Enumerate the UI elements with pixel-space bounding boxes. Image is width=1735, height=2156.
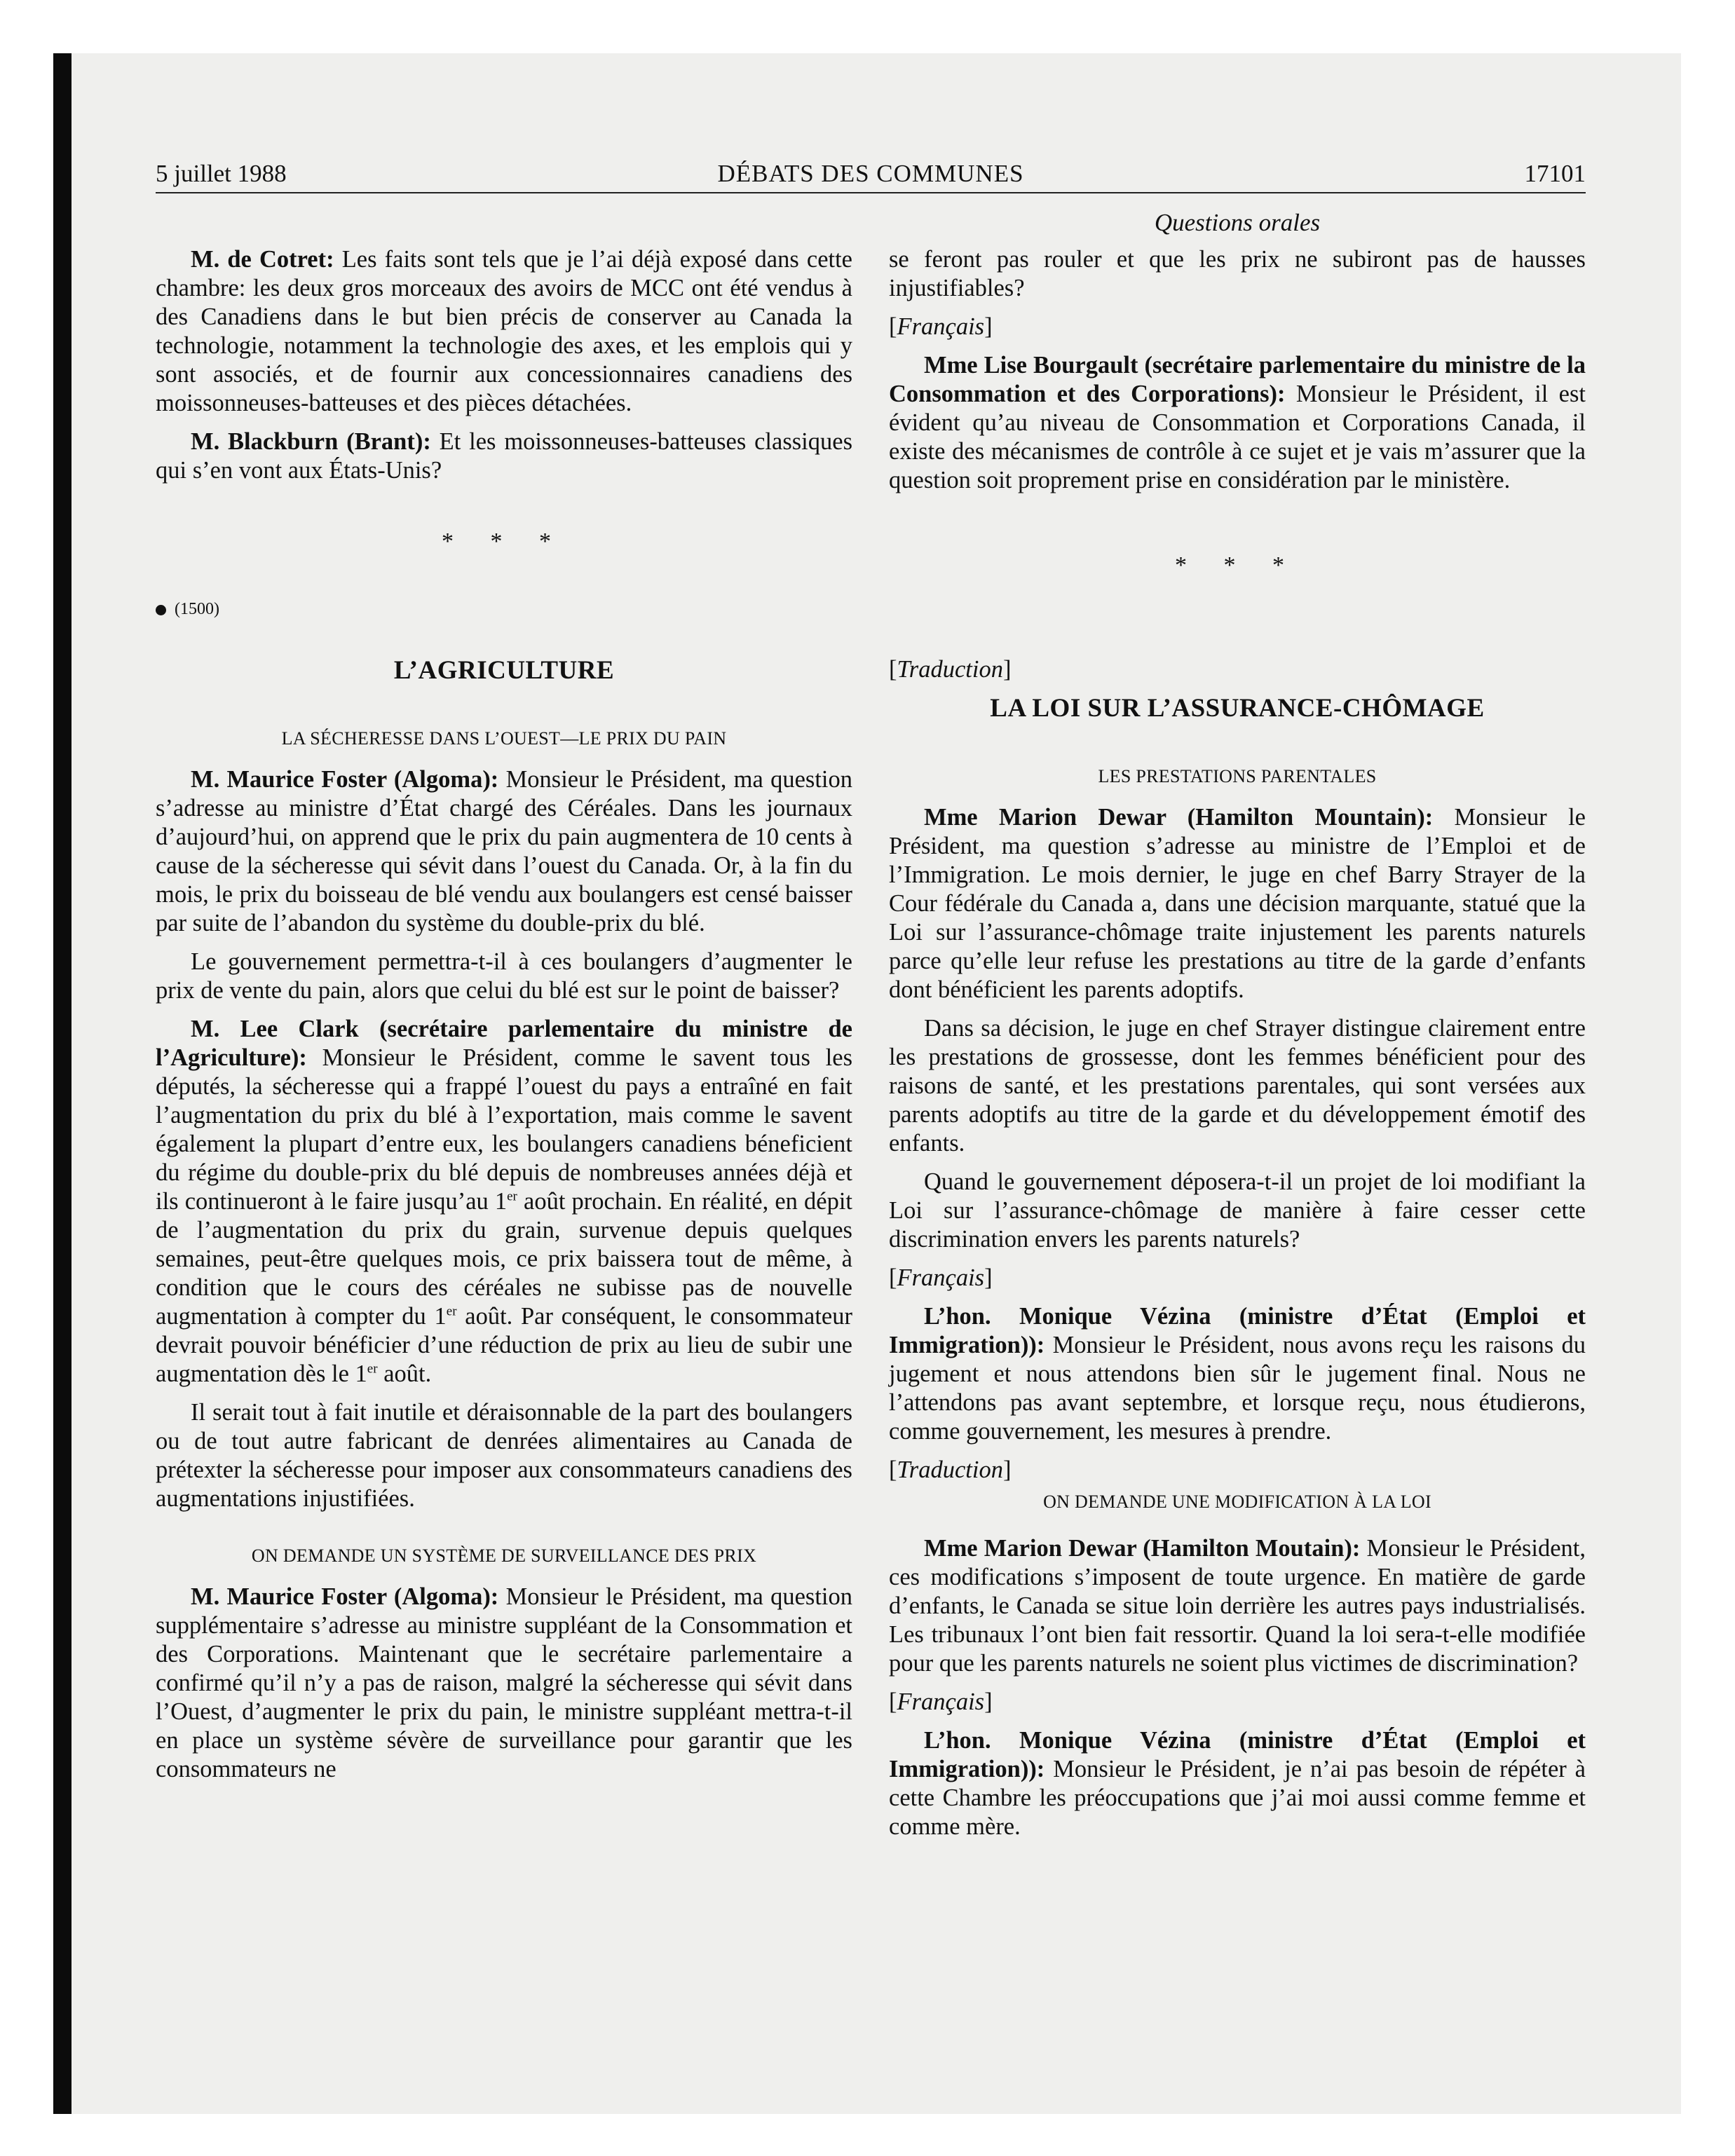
speaker-name: L’hon. Monique Vézina (ministre d’État (Emploi et Immigration)):: [889, 1727, 1586, 1782]
subsection-heading: LA SÉCHERESSE DANS L’OUEST—LE PRIX DU PAIN: [281, 728, 727, 749]
speech-text: Monsieur le Président, il est évident qu’au niveau de Consommation et Corporations Canada, il existe des mécanismes de contrôle à ce sujet et je vais m’assurer que la question soit proprement prise en considération par le ministère.: [889, 381, 1586, 493]
language-tag: [Français]: [889, 1264, 993, 1291]
speech-text: Monsieur le Président, nous avons reçu les raisons du jugement et nous attendons bien sûr le jugement final. Nous ne l’attendons pas avant septembre, et lorsque reçu, nous étudierons, comme gouvernement, les mesures à prendre.: [889, 1332, 1586, 1445]
subsection-heading: LES PRESTATIONS PARENTALES: [1098, 766, 1377, 786]
speaker-name: M. Lee Clark (secrétaire parlementaire du ministre de l’Agriculture):: [156, 1016, 852, 1071]
paragraph: [889, 1726, 1586, 1841]
speech-text: Et les moissonneuses-batteuses classiques qui s’en vont aux États-Unis?: [156, 428, 852, 484]
running-header: [156, 156, 1586, 193]
header-title: DÉBATS DES COMMUNES: [717, 160, 1024, 187]
bullet-icon: [156, 605, 166, 615]
speaker-name: Mme Marion Dewar (Hamilton Moutain):: [924, 1535, 1361, 1562]
left-column: [156, 245, 852, 2040]
speaker-name: Mme Marion Dewar (Hamilton Mountain):: [924, 804, 1434, 831]
paragraph: [889, 803, 1586, 1004]
speech-text: Monsieur le Président, ma question s’adresse au ministre de l’Emploi et de l’Immigration. Le mois dernier, le juge en chef Barry Strayer de la Cour fédérale du Canada a, dans une décision marquante, statué que la Loi sur l’assurance-chômage traite injustement les parents naturels parce qu’elle leur refuse les prestations au titre de la garde d’enfants dont bénéficient les parents adoptifs.: [889, 804, 1586, 1003]
speech-text: Monsieur le Président, ma question s’adresse au ministre d’État chargé des Céréales. Dans les journaux d’aujourd’hui, on apprend que le prix du pain augmentera de 10 cents à cause de la sécheresse qui sévit dans l’ouest du Canada. Or, à la fin du mois, le prix du boisseau de blé vendu aux boulangers est censé baisser par suite de l’abandon du système du double-prix du blé.: [156, 766, 852, 936]
language-tag: [Français]: [889, 1688, 993, 1715]
speech-text: Les faits sont tels que je l’ai déjà exposé dans cette chambre: les deux gros morceaux des avoirs de MCC ont été vendus à des Canadiens dans le but bien précis de conserver au Canada la technologie, notamment la technologie des axes, et les emplois qui y sont associés, et de fournir aux concessionnaires canadiens des moissonneuses-batteuses et des pièces détachées.: [156, 246, 852, 416]
paragraph: Quand le gouvernement déposera-t-il un projet de loi modifiant la Loi sur l’assurance-chômage de manière à faire cesser cette discrimination envers les parents naturels?: [889, 1168, 1586, 1253]
speech-text: août.: [377, 1360, 432, 1387]
section-heading: LA LOI SUR L’ASSURANCE-CHÔMAGE: [990, 694, 1485, 723]
paragraph: [156, 765, 852, 938]
paragraph: Il serait tout à fait inutile et déraisonnable de la part des boulangers ou de tout autre fabricant de denrées alimentaires au Canada de prétexter la sécheresse pour imposer aux consommateurs canadiens des augmentations injustifiées.: [156, 1399, 852, 1512]
language-tag: [Traduction]: [889, 656, 1012, 683]
speaker-name: M. Maurice Foster (Algoma):: [191, 766, 499, 793]
paragraph: [156, 245, 852, 418]
paragraph: [889, 1302, 1586, 1446]
speech-text: Monsieur le Président, ces modifications s’imposent de toute urgence. En matière de garde d’enfants, le Canada se situe loin derrière les autres pays industrialisés. Les tribunaux l’ont bien fait ressortir. Quand la loi sera-t-elle modifiée pour que les parents naturels ne soient plus victimes de discrimination?: [889, 1535, 1586, 1677]
time-marker-text: (1500): [175, 600, 219, 618]
paragraph: [156, 1015, 852, 1389]
speaker-name: L’hon. Monique Vézina (ministre d’État (Emploi et Immigration)):: [889, 1303, 1586, 1358]
paragraph: [889, 1534, 1586, 1678]
language-tag: [Français]: [889, 313, 993, 340]
section-subheader: Questions orales: [1154, 209, 1321, 236]
header-date: 5 juillet 1988: [156, 160, 287, 187]
paragraph: [889, 351, 1586, 495]
superscript: er: [507, 1189, 517, 1204]
subsection-heading: ON DEMANDE UN SYSTÈME DE SURVEILLANCE DES PRIX: [251, 1546, 757, 1566]
language-tag: [Traduction]: [889, 1456, 1012, 1483]
page-number: 17101: [1524, 160, 1586, 187]
right-column: [889, 245, 1586, 2040]
superscript: er: [446, 1304, 457, 1319]
paragraph: Dans sa décision, le juge en chef Strayer distingue clairement entre les prestations de grossesse, dont les femmes bénéficient pour des raisons de santé, et les prestations parentales, qui sont versées aux parents adoptifs au titre de la garde et du développement émotif des enfants.: [889, 1015, 1586, 1157]
section-separator: * * *: [1175, 552, 1300, 578]
speech-text: Monsieur le Président, comme le savent tous les députés, la sécheresse qui a frappé l’ouest du pays a entraîné en fait l’augmentation du prix du blé à l’exportation, mais comme le savent également la plupart d’entre eux, les boulangers canadiens béneficient du régime du double-prix du blé depuis de nombreuses années déjà et ils continueront à le faire jusqu’au 1: [156, 1044, 852, 1215]
subsection-heading: ON DEMANDE UNE MODIFICATION À LA LOI: [1043, 1492, 1431, 1512]
speaker-name: M. Blackburn (Brant):: [191, 428, 431, 455]
paragraph: [156, 428, 852, 485]
section-separator: * * *: [442, 528, 566, 554]
section-heading: L’AGRICULTURE: [393, 656, 615, 685]
speech-text: Monsieur le Président, je n’ai pas besoin de répéter à cette Chambre les préoccupations que j’ai moi aussi comme femme et comme mère.: [889, 1756, 1586, 1840]
paragraph: Le gouvernement permettra-t-il à ces boulangers d’augmenter le prix de vente du pain, alors que celui du blé est sur le point de baisser?: [156, 948, 852, 1004]
paragraph: [156, 1583, 852, 1784]
time-marker: [156, 595, 852, 624]
speech-text: août prochain. En réalité, en dépit de l’augmentation du prix du grain, survenue depuis quelques semaines, peut-être quelques mois, ce prix baissera tout de même, à condition que le cours des céréales ne subisse pas de nouvelle augmentation à compter du 1: [156, 1188, 852, 1330]
speech-text: Monsieur le Président, ma question supplémentaire s’adresse au ministre suppléant de la Consommation et des Corporations. Maintenant que le secrétaire parlementaire a confirmé qu’il n’y a pas de raison, malgré la sécheresse qui sévit dans l’Ouest, d’augmenter le prix du pain, le ministre suppléant mettra-t-il en place un système sévère de surveillance pour garantir que les consommateurs ne: [156, 1583, 852, 1782]
binding-edge: [53, 53, 72, 2114]
speaker-name: M. de Cotret:: [191, 246, 334, 273]
speaker-name: M. Maurice Foster (Algoma):: [191, 1583, 499, 1610]
speaker-name: Mme Lise Bourgault (secrétaire parlementaire du ministre de la Consommation et des Corporations):: [889, 352, 1586, 407]
paragraph: se feront pas rouler et que les prix ne subiront pas de hausses injustifiables?: [889, 246, 1586, 301]
speech-text: août. Par conséquent, le consommateur devrait pouvoir bénéficier d’une réduction de prix au lieu de subir une augmentation dès le 1: [156, 1303, 852, 1387]
superscript: er: [367, 1361, 378, 1377]
